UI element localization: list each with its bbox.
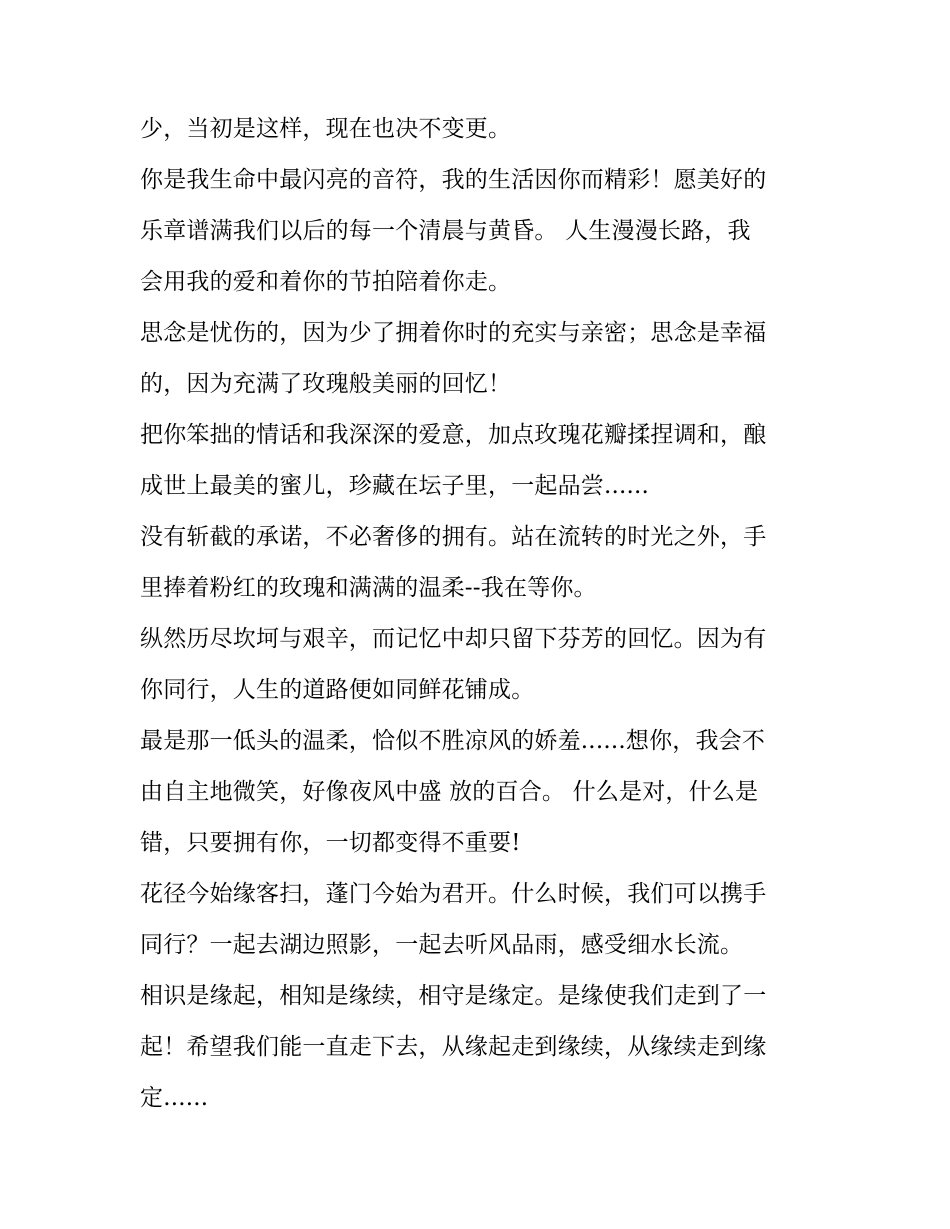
text-line: 少，当初是这样，现在也决不变更。 (140, 116, 512, 142)
text-line: 定...... (140, 1085, 209, 1111)
text-line: 花径今始缘客扫，蓬门今始为君开。什么时候，我们可以携手 (140, 881, 767, 907)
text-line: 由自主地微笑，好像夜风中盛 放的百合。 什么是对，什么是 (140, 779, 759, 805)
text-line: 你是我生命中最闪亮的音符，我的生活因你而精彩！愿美好的 (140, 167, 767, 193)
text-line: 里捧着粉红的玫瑰和满满的温柔--我在等你。 (140, 575, 597, 601)
text-line: 同行？一起去湖边照影，一起去听风品雨，感受细水长流。 (140, 932, 744, 958)
text-line: 把你笨拙的情话和我深深的爱意，加点玫瑰花瓣揉捏调和，酿 (140, 422, 767, 448)
text-line: 乐章谱满我们以后的每一个清晨与黄昏。 人生漫漫长路，我 (140, 218, 751, 244)
text-line: 思念是忧伤的，因为少了拥着你时的充实与亲密；思念是幸福 (140, 320, 767, 346)
text-line: 错，只要拥有你，一切都变得不重要! (140, 830, 521, 856)
text-line: 的，因为充满了玫瑰般美丽的回忆！ (140, 371, 512, 397)
text-line: 相识是缘起，相知是缘续，相守是缘定。是缘使我们走到了一 (140, 983, 767, 1009)
document-body (140, 104, 820, 1124)
text-line: 成世上最美的蜜儿，珍藏在坛子里，一起品尝...... (140, 473, 650, 499)
text-line: 没有斩截的承诺，不必奢侈的拥有。站在流转的时光之外，手 (140, 524, 767, 550)
text-line: 最是那一低头的温柔，恰似不胜凉风的娇羞......想你，我会不 (140, 728, 766, 754)
text-line: 起！希望我们能一直走下去，从缘起走到缘续，从缘续走到缘 (140, 1034, 767, 1060)
text-line: 你同行，人生的道路便如同鲜花铺成。 (140, 677, 535, 703)
text-line: 会用我的爱和着你的节拍陪着你走。 (140, 269, 512, 295)
text-line: 纵然历尽坎坷与艰辛，而记忆中却只留下芬芳的回忆。因为有 (140, 626, 767, 652)
